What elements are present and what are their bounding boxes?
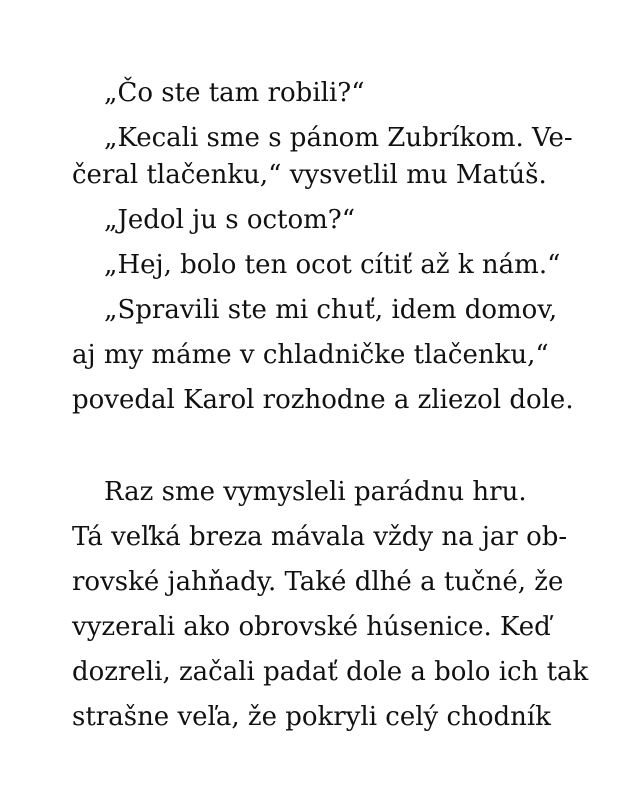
text-line: Tá veľká breza mávala vždy na jar ob- (72, 522, 568, 552)
text-line: „Spravili ste mi chuť, idem domov, (104, 295, 558, 325)
text-line: aj my máme v chladničke tlačenku,“ (72, 340, 549, 370)
text-line: „Jedol ju s octom?“ (104, 205, 356, 235)
text-line: povedal Karol rozhodne a zliezol dole. (72, 385, 574, 415)
text-line: Raz sme vymysleli parádnu hru. (104, 477, 527, 507)
text-line: „Hej, bolo ten ocot cítiť až k nám.“ (104, 250, 561, 280)
text-line: rovské jahňady. Také dlhé a tučné, že (72, 567, 564, 597)
text-line: „Kecali sme s pánom Zubríkom. Ve- (104, 123, 573, 153)
text-line: dozreli, začali padať dole a bolo ich tak (72, 657, 589, 687)
text-line: strašne veľa, že pokryli celý chodník (72, 702, 551, 732)
text-line: „Čo ste tam robili?“ (104, 78, 365, 108)
text-line: vyzerali ako obrovské húsenice. Keď (72, 612, 551, 642)
text-line: čeral tlačenku,“ vysvetlil mu Matúš. (72, 160, 547, 190)
